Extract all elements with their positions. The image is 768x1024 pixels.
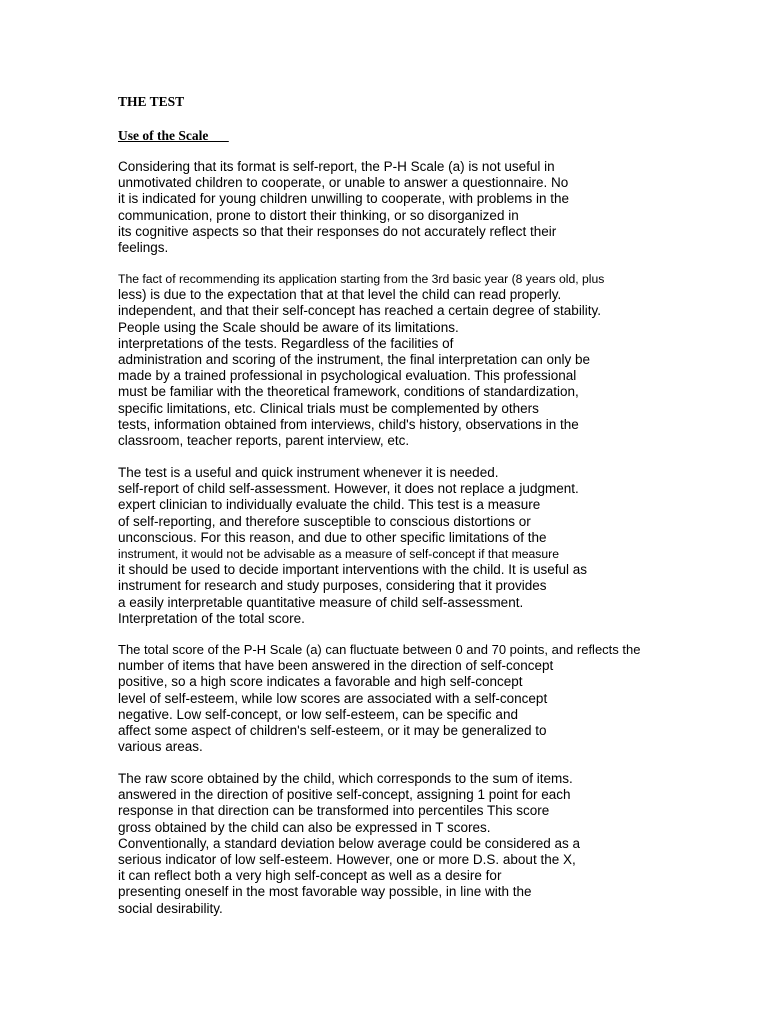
text-line: independent, and that their self-concept has reached a certain degree of stability. [118,303,602,319]
text-line: of self-reporting, and therefore susceptible to conscious distortions or [118,513,531,529]
text-line: Conventionally, a standard deviation below average could be considered as a [118,835,581,851]
text-line: it can reflect both a very high self-concept as well as a desire for [118,868,502,884]
text-line: The total score of the P-H Scale (a) can fluctuate between 0 and 70 points, and reflects the [118,642,641,657]
text-line: classroom, teacher reports, parent interview, etc. [118,433,410,449]
paragraph-application [118,271,604,449]
document-title: THE TEST [118,94,185,109]
text-line: level of self-esteem, while low scores are associated with a self-concept [118,690,548,706]
text-line: unmotivated children to cooperate, or unable to answer a questionnaire. No [118,175,569,191]
text-line: its cognitive aspects so that their responses do not accurately reflect their [118,223,557,239]
text-line: The raw score obtained by the child, which corresponds to the sum of items. [118,771,573,786]
text-line: specific limitations, etc. Clinical trials must be complemented by others [118,400,539,416]
paragraph-usefulness [118,465,587,627]
text-line: The fact of recommending its application starting from the 3rd basic year (8 years old, plus [118,272,605,286]
paragraph-total-score [118,642,640,755]
text-line: expert clinician to individually evaluate the child. This test is a measure [118,497,541,513]
text-line: Interpretation of the total score. [118,610,305,626]
text-line: communication, prone to distort their thinking, or so disorganized in [118,207,519,223]
text-line: it should be used to decide important interventions with the child. It is useful as [118,562,588,578]
text-line: instrument, it would not be advisable as a measure of self-concept if that measure [118,547,560,562]
text-line: tests, information obtained from interviews, child's history, observations in the [118,416,579,432]
text-line: it is indicated for young children unwilling to cooperate, with problems in the [118,191,569,207]
text-line: a easily interpretable quantitative measure of child self-assessment. [118,594,524,610]
text-line: gross obtained by the child can also be expressed in T scores. [118,819,491,835]
text-line: social desirability. [118,900,223,916]
text-line: Considering that its format is self-report, the P-H Scale (a) is not useful in [118,159,555,174]
text-line: People using the Scale should be aware of its limitations. [118,319,459,335]
text-line: presenting oneself in the most favorable way possible, in line with the [118,884,532,900]
text-line: serious indicator of low self-esteem. However, one or more D.S. about the X, [118,852,576,868]
text-line: must be familiar with the theoretical framework, conditions of standardization, [118,384,579,400]
text-line: made by a trained professional in psychological evaluation. This professional [118,368,577,384]
text-line: affect some aspect of children's self-esteem, or it may be generalized to [118,723,547,739]
text-line: less) is due to the expectation that at that level the child can read properly. [118,287,562,303]
paragraph-format-limitations [118,159,569,256]
text-line: instrument for research and study purposes, considering that it provides [118,578,547,594]
text-line: negative. Low self-concept, or low self-esteem, can be specific and [118,706,518,722]
text-line: interpretations of the tests. Regardless of the facilities of [118,335,454,351]
document-page [118,0,708,1024]
text-line: various areas. [118,739,203,755]
text-line: self-report of child self-assessment. However, it does not replace a judgment. [118,481,579,497]
text-line: administration and scoring of the instrument, the final interpretation can only be [118,352,591,368]
paragraph-raw-score [118,771,580,917]
text-line: answered in the direction of positive self-concept, assigning 1 point for each [118,787,571,803]
text-line: response in that direction can be transformed into percentiles This score [118,803,550,819]
text-line: positive, so a high score indicates a favorable and high self-concept [118,674,523,690]
section-heading: Use of the Scale___ [118,128,229,143]
text-line: unconscious. For this reason, and due to other specific limitations of the [118,529,547,545]
text-line: The test is a useful and quick instrument whenever it is needed. [118,465,499,480]
text-line: number of items that have been answered in the direction of self-concept [118,658,554,674]
text-line: feelings. [118,240,169,256]
